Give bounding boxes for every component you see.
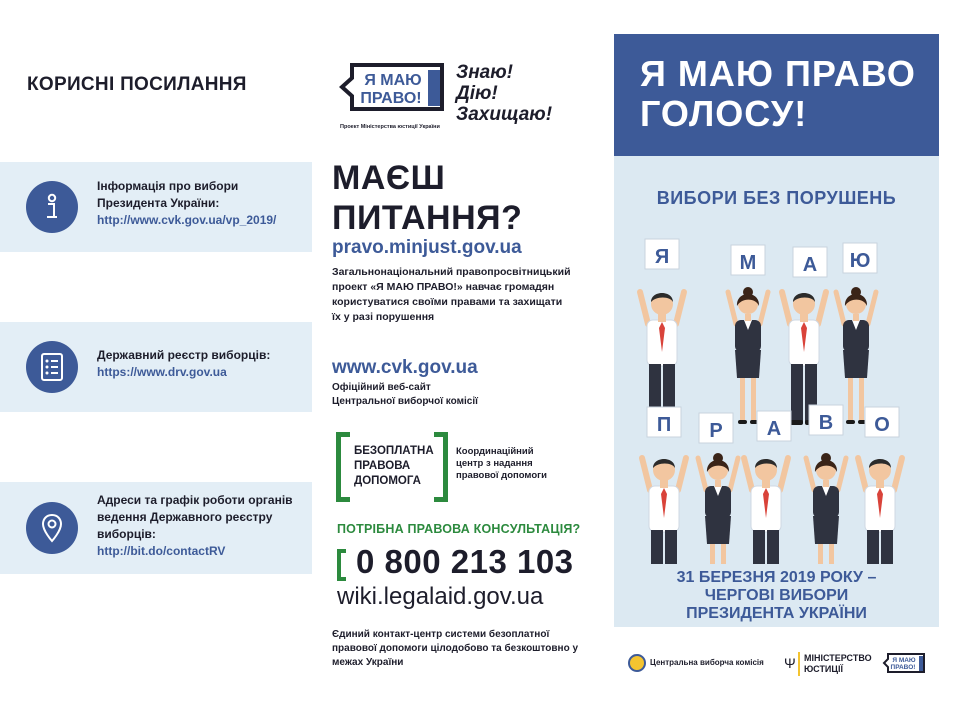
election-poster bbox=[614, 34, 939, 627]
logo-line1: Я МАЮ bbox=[364, 72, 422, 89]
link-block-voter-register bbox=[0, 322, 312, 412]
trident-icon: Ψ bbox=[784, 655, 796, 671]
slogan-line: Знаю! bbox=[456, 62, 514, 83]
slogan bbox=[456, 62, 552, 125]
ya-mayu-pravo-logo bbox=[338, 62, 446, 120]
project-description: Загальнонаціональний правопросвітницький проект «Я МАЮ ПРАВО!» навчає громадян користуватися своїми правами та захищати їх у разі порушення bbox=[332, 266, 571, 323]
ministry-name bbox=[804, 653, 872, 675]
sign-letter: А bbox=[766, 418, 782, 440]
bracket-left bbox=[336, 432, 350, 502]
legal-logo-line: ДОПОМОГА bbox=[354, 475, 421, 487]
ya-mayu-pravo-mini-logo bbox=[882, 653, 926, 677]
link-label: виборців: bbox=[97, 527, 156, 541]
slogan-line: Захищаю! bbox=[456, 104, 553, 125]
cvk-emblem-icon bbox=[628, 654, 646, 672]
cvk-name: Центральна виборча комісія bbox=[650, 658, 764, 667]
sign-letter: Я bbox=[654, 246, 670, 268]
link-url[interactable]: https://www.drv.gov.ua bbox=[97, 365, 227, 379]
location-pin-icon bbox=[26, 502, 78, 554]
hotline-phone[interactable]: 0 800 213 103 bbox=[356, 543, 574, 580]
sign-letter: А bbox=[802, 254, 818, 276]
poster-header bbox=[614, 34, 939, 156]
mini-logo-line: ПРАВО! bbox=[890, 664, 916, 671]
link-label: Інформація про вибори bbox=[97, 179, 239, 193]
sign-letter: М bbox=[739, 252, 757, 274]
poster-title-line: ГОЛОСУ! bbox=[640, 93, 808, 134]
person-sign-v bbox=[806, 405, 846, 564]
question-heading bbox=[332, 158, 522, 238]
info-icon bbox=[26, 181, 78, 233]
poster-title-line: Я МАЮ ПРАВО bbox=[640, 53, 916, 94]
question-line: МАЄШ bbox=[332, 159, 446, 197]
mini-logo-line: Я МАЮ bbox=[892, 657, 916, 664]
legal-aid-center-name bbox=[456, 446, 547, 482]
sign-letter: П bbox=[656, 414, 672, 436]
legal-side-line: Координаційний bbox=[456, 446, 534, 457]
link-label: ведення Державного реєстру bbox=[97, 510, 273, 524]
pravo-site-link[interactable]: pravo.minjust.gov.ua bbox=[332, 237, 522, 258]
sign-letter: Р bbox=[709, 420, 723, 442]
consultation-heading: ПОТРІБНА ПРАВОВА КОНСУЛЬТАЦІЯ? bbox=[337, 522, 581, 536]
sign-letter: О bbox=[874, 414, 890, 436]
link-block-elections bbox=[0, 162, 312, 252]
legal-logo-line: ПРАВОВА bbox=[354, 460, 411, 472]
link-block-addresses bbox=[0, 482, 312, 574]
logo-line2: ПРАВО! bbox=[360, 90, 422, 107]
date-line: ПРЕЗИДЕНТА УКРАЇНИ bbox=[686, 605, 867, 622]
poster-title bbox=[640, 54, 916, 134]
person-sign-a bbox=[782, 247, 827, 425]
link-label: Президента України: bbox=[97, 196, 220, 210]
person-sign-a2 bbox=[744, 411, 791, 564]
useful-links-title: КОРИСНІ ПОСИЛАННЯ bbox=[27, 74, 247, 95]
partner-logos bbox=[620, 650, 940, 680]
legal-logo-line: БЕЗОПЛАТНА bbox=[354, 445, 434, 457]
person-sign-p bbox=[642, 407, 686, 564]
person-sign-o bbox=[858, 407, 902, 564]
ministry-line: МІНІСТЕРСТВО bbox=[804, 653, 872, 663]
person-sign-m bbox=[728, 245, 768, 424]
sign-letter: Ю bbox=[849, 250, 871, 272]
cvk-description-line: Центральної виборчої комісії bbox=[332, 396, 478, 407]
legalaid-site-link[interactable]: wiki.legalaid.gov.ua bbox=[337, 583, 544, 610]
contact-center-description: Єдиний контакт-центр системи безоплатної правової допомоги цілодобово та безкоштовно у межах України bbox=[332, 629, 579, 668]
person-sign-yu bbox=[836, 243, 877, 424]
link-label: Адреси та графік роботи органів bbox=[97, 493, 293, 507]
cvk-description-line: Офіційний веб-сайт bbox=[332, 382, 431, 393]
question-line: ПИТАННЯ? bbox=[332, 199, 523, 237]
date-line: 31 БЕРЕЗНЯ 2019 РОКУ – bbox=[676, 569, 877, 586]
cvk-description bbox=[332, 381, 478, 409]
link-url[interactable]: http://www.cvk.gov.ua/vp_2019/ bbox=[97, 213, 277, 227]
legal-aid-logo bbox=[336, 432, 448, 502]
link-url[interactable]: http://bit.do/contactRV bbox=[97, 544, 226, 558]
link-label: Державний реєстр виборців: bbox=[97, 348, 271, 362]
ministry-divider bbox=[798, 652, 800, 676]
sign-letter: В bbox=[818, 412, 834, 434]
ministry-line: ЮСТИЦІЇ bbox=[804, 664, 843, 674]
election-date bbox=[614, 569, 939, 623]
legal-side-line: правової допомоги bbox=[456, 470, 547, 481]
list-document-icon bbox=[26, 341, 78, 393]
phone-bracket bbox=[337, 549, 346, 581]
person-sign-r bbox=[698, 413, 738, 564]
legal-side-line: центр з надання bbox=[456, 458, 533, 469]
cvk-site-link[interactable]: www.cvk.gov.ua bbox=[332, 357, 478, 378]
slogan-line: Дію! bbox=[456, 83, 498, 104]
date-line: ЧЕРГОВІ ВИБОРИ bbox=[704, 587, 849, 604]
people-illustration bbox=[614, 224, 939, 564]
bracket-right bbox=[434, 432, 448, 502]
poster-subtitle: ВИБОРИ БЕЗ ПОРУШЕНЬ bbox=[656, 188, 897, 208]
person-sign-ya bbox=[640, 239, 684, 425]
logo-subtitle: Проект Міністерства юстиції України bbox=[340, 124, 440, 130]
